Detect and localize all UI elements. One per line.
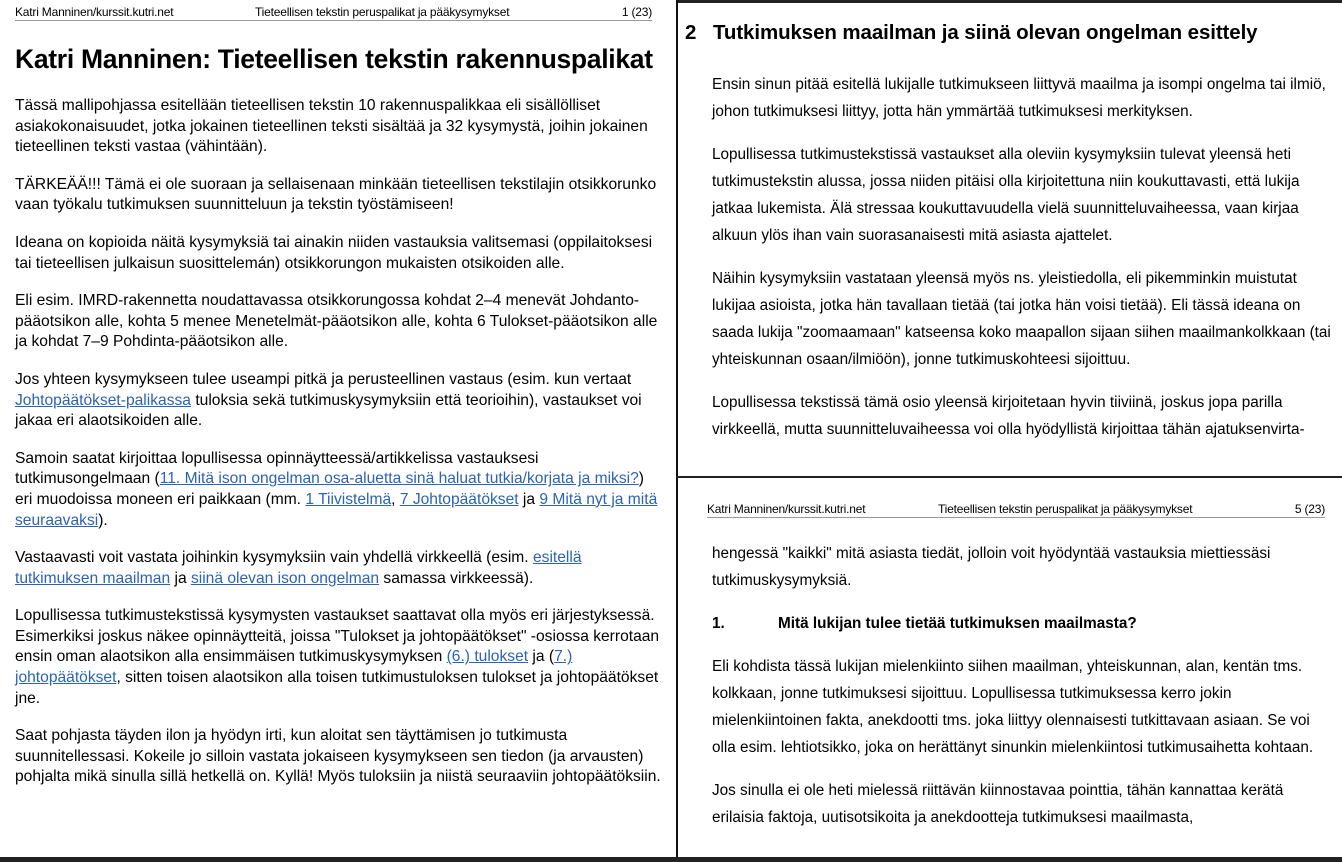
answer-paragraph: Eli kohdista tässä lukijan mielenkiinto siihen maailman, yhteiskunnan, alan, kentän tms. kolkkaan, jonne tutkimuksesi sijoittuu. Lopullisessa tutkimuksessa kerro jokin mielenkiintoinen fakta, anekdootti tms. joka liittyy olennaisesti tutkittavaan asiaan. Se voi olla esim. lehtiotsikko, joka on herättänyt sinunkin mielenkiintosi tutkimusaihetta kohtaan. — [712, 658, 1314, 756]
link-johtopaatokset-7[interactable]: 7.) johtopäätökset — [15, 648, 573, 687]
header-page-number: 1 (23) — [621, 5, 652, 19]
section-number: 2 — [685, 21, 697, 44]
text: Lopullisessa tutkimustekstissä kysymysten vastaukset saattavat olla myös eri järjestyksessä. Esimerkiksi joskus näkee opinnäytteitä, joissa "Tulokset ja johtopäätökset" -osiossa kerrotaan ensin oman alaotsikon alla ensimmäisen tutkimuskysymyksen — [15, 607, 660, 666]
paragraph-continuation: hengessä "kaikki" mitä asiasta tiedät, jolloin voit hyödyntää vastauksia miettiessäsi tutkimuskysymyksiä. — [712, 545, 1271, 589]
link-mita-nyt[interactable]: 9 Mitä nyt ja mitä seuraavaksi — [15, 490, 658, 529]
right-bottom-document-page — [678, 478, 1342, 857]
paragraph: Lopullisessa tekstissä tämä osio yleensä kirjoitetaan hyvin tiiviinä, joskus jopa parilla virkkeellä, mutta suunnitteluvaiheessa voi olla hyödyllistä kirjoittaa tähän ajatuksenvirta- — [712, 394, 1305, 438]
paragraph — [15, 548, 665, 589]
header-author: Katri Manninen/kurssit.kutri.net — [707, 502, 866, 516]
header-title: Tieteellisen tekstin peruspalikat ja pääkysymykset — [938, 502, 1193, 516]
paragraph: Eli esim. IMRD-rakennetta noudattavassa otsikkorungossa kohdat 2–4 menevät Johdanto-pääotsikon alle, kohta 5 menee Menetelmät-pääotsikon alle, kohta 6 Tulokset-pääotsikon alle ja kohdat 7–9 Pohdinta-pääotsikon alle. — [15, 292, 658, 351]
paragraph: Tässä mallipohjassa esitellään tieteellisen tekstin 10 rakennuspalikkaa eli sisällölliset asiakokonaisuudet, jotka jokainen tieteellinen teksti sisältää ja 32 kysymystä, joihin jokainen tieteellinen teksti vastaa (vähintään). — [15, 97, 648, 156]
header-author: Katri Manninen/kurssit.kutri.net — [15, 5, 174, 19]
document-body — [15, 96, 665, 805]
header-title: Tieteellisen tekstin peruspalikat ja pääkysymykset — [255, 5, 510, 19]
paragraph: Ensin sinun pitää esitellä lukijalle tutkimukseen liittyvä maailma ja isompi ongelma tai ilmiö, johon tutkimuksesi liittyy, jotta hän ymmärtää tutkimuksesi merkityksen. — [712, 76, 1326, 120]
text: , sitten toisen alaotsikon alla toisen tutkimustuloksen tulokset ja johtopäätökset jne. — [15, 669, 659, 707]
section-heading — [685, 21, 1258, 45]
question-text: Mitä lukijan tulee tietää tutkimuksen maailmasta? — [778, 615, 1137, 632]
link-johtopaatokset[interactable]: 7 Johtopäätökset — [399, 490, 519, 508]
text: ja — [170, 569, 191, 587]
paragraph: Näihin kysymyksiin vastataan yleensä myös ns. yleistiedolla, eli pikemminkin muistutat lukijaa asioista, jotka hän tavallaan tietää (tai jotka hän voisi tietää). Eli tässä ideana on saada lukija "zoomaamaan" katseensa koko maapallon sijaan siihen maailmankolkkaan (tai yhteiskunnan osaan/ilmiöön), jonne tutkimuskohteesi sijoittuu. — [712, 270, 1331, 368]
paragraph: Ideana on kopioida näitä kysymyksiä tai ainakin niiden vastauksia valitsemasi (oppilaitoksesi tai tieteellisen julkaisun suosittelemán) otsikkorungon mukaisten otsikoiden alle. — [15, 233, 653, 272]
text: ). — [98, 511, 108, 529]
right-top-document-page — [678, 3, 1342, 476]
link-tutkimuksen-maailma[interactable]: esitellä tutkimuksen maailman — [15, 549, 582, 587]
section-body — [712, 71, 1332, 459]
answer-paragraph: Jos sinulla ei ole heti mielessä riittävän kiinnostavaa pointtia, tähän kannattaa kerätä erilaisia faktoja, uutisotsikoita ja anekdootteja tutkimuksesi maailmasta, — [712, 782, 1284, 826]
paragraph-important: TÄRKEÄÄ!!! Tämä ei ole suoraan ja sellaisenaan minkään tieteellisen tekstilajin otsikkorunko vaan työkalu tutkimuksen suunnitteluun ja tekstin työstämiseen! — [15, 175, 657, 214]
link-tiivistelma[interactable]: 1 Tiivistelmä — [305, 490, 392, 508]
paragraph — [15, 449, 665, 531]
text: , — [391, 490, 400, 508]
window-bottom-border — [0, 857, 1342, 862]
link-tulokset[interactable]: (6.) tulokset — [446, 648, 529, 666]
document-title: Katri Manninen: Tieteellisen tekstin rakennuspalikat — [15, 44, 653, 74]
page-header — [707, 502, 1325, 518]
section-body — [712, 540, 1332, 847]
text: samassa virkkeessä). — [379, 569, 534, 587]
text: Samoin saatat kirjoittaa lopullisessa opinnäytteessä/artikkelissa vastauksesi tutkimusongelmaan ( — [15, 449, 539, 488]
link-johtopaatokset-palikka[interactable]: Johtopäätökset-palikassa — [15, 391, 191, 409]
text: tuloksia sekä tutkimuskysymyksiin että teorioihin), vastaukset voi jakaa eri alaotsikoiden alle. — [15, 391, 642, 430]
paragraph — [15, 606, 665, 709]
text: Vastaavasti voit vastata joihinkin kysymyksiin vain yhdellä virkkeellä (esim. — [15, 549, 533, 567]
question-heading — [712, 610, 1332, 637]
text: ja — [518, 490, 540, 508]
header-page-number: 5 (23) — [1294, 502, 1325, 516]
link-iso-ongelma[interactable]: siinä olevan ison ongelman — [190, 569, 380, 587]
paragraph: Lopullisessa tutkimustekstissä vastaukset alla oleviin kysymyksiin tulevat yleensä heti tutkimustekstin alussa, jossa niiden pitäisi olla kirjoitettuna niin koukuttavasti, että lukija jatkaa lukemista. Älä stressaa koukuttavuudella vielä suunnitteluvaiheessa, vaan kirjaa alkuun ylös ihan vain suorasanaisesti mitä asiasta ajattelet. — [712, 146, 1300, 244]
paragraph — [15, 370, 665, 432]
link-question-11[interactable]: 11. Mitä ison ongelman osa-aluetta sinä haluat tutkia/korjata ja miksi? — [159, 470, 639, 488]
text: Jos yhteen kysymykseen tulee useampi pitkä ja perusteellinen vastaus (esim. kun vertaat — [15, 370, 632, 388]
page-header — [15, 5, 652, 21]
section-title: Tutkimuksen maailman ja siinä olevan ongelman esittely — [713, 21, 1258, 44]
text: ) eri muodoissa moneen eri paikkaan (mm. — [15, 470, 644, 508]
paragraph: Saat pohjasta täyden ilon ja hyödyn irti, kun aloitat sen täyttämisen jo tutkimusta suunnitellessasi. Kokeile jo silloin vastata jokaiseen kysymykseen sen tiedon (ja arvausten) pohjalta mikä sinulla sillä hetkellä on. Kyllä! Myös tuloksiin ja niistä seuraaviin johtopäätöksiin. — [15, 727, 661, 786]
text: ja ( — [528, 648, 555, 666]
question-number: 1. — [712, 615, 725, 632]
